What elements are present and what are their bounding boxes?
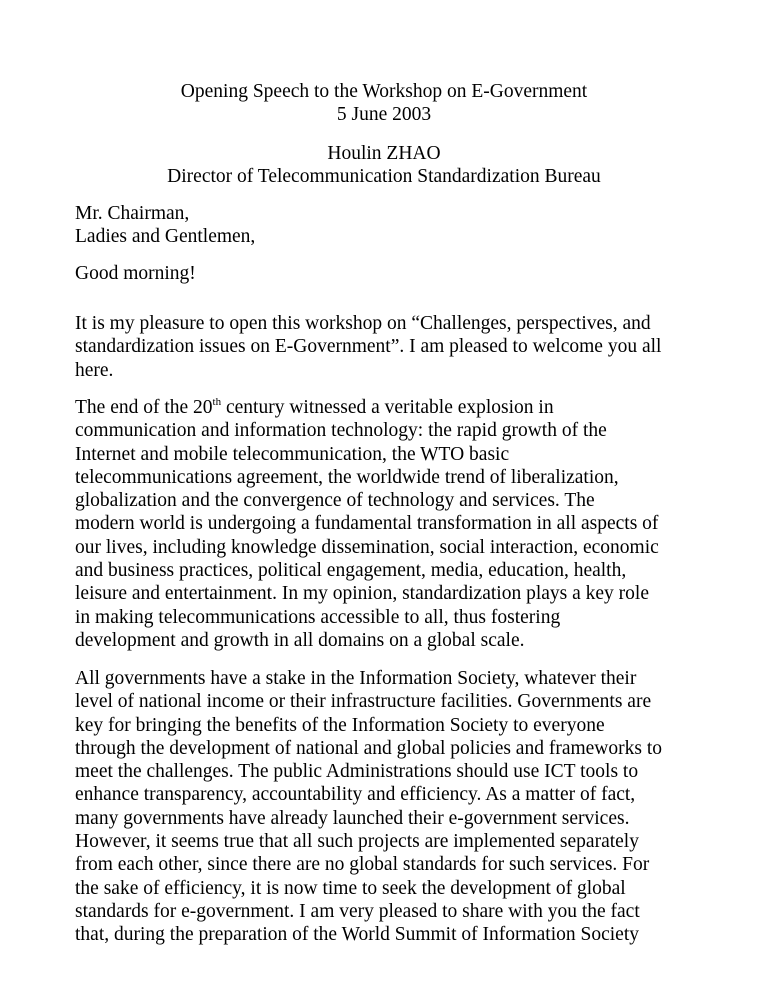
paragraph-line: standardization issues on E-Government”. I am pleased to welcome you all — [75, 336, 662, 358]
paragraph-line: modern world is undergoing a fundamental transformation in all aspects of — [75, 513, 659, 535]
paragraph-line — [75, 396, 735, 419]
paragraph-2 — [75, 396, 735, 652]
paragraph-line: key for bringing the benefits of the Information Society to everyone — [75, 714, 605, 736]
paragraph-line: here. — [75, 359, 114, 381]
greeting — [75, 262, 735, 285]
document-header — [0, 80, 768, 127]
paragraph-line: in making telecommunications accessible to all, thus fostering — [75, 606, 561, 628]
paragraph-line: globalization and the convergence of technology and services. The — [75, 490, 595, 512]
paragraph-line: meet the challenges. The public Administrations should use ICT tools to — [75, 761, 639, 783]
salutation-line: Mr. Chairman, — [75, 203, 190, 224]
paragraph-line: from each other, since there are no global standards for such services. For — [75, 854, 650, 876]
speaker-block — [0, 142, 768, 189]
paragraph-line: that, during the preparation of the World Summit of Information Society — [75, 924, 639, 946]
paragraph-line: Internet and mobile telecommunication, the WTO basic — [75, 443, 510, 465]
paragraph-line: All governments have a stake in the Information Society, whatever their — [75, 668, 637, 689]
paragraph-line: It is my pleasure to open this workshop on “Challenges, perspectives, and — [75, 313, 651, 334]
salutation-line: Ladies and Gentlemen, — [75, 226, 256, 248]
paragraph-line: and business practices, political engagement, media, education, health, — [75, 560, 627, 582]
speech-title: Opening Speech to the Workshop on E-Government — [180, 81, 588, 102]
paragraph-line: communication and information technology: the rapid growth of the — [75, 420, 607, 442]
paragraph-line: telecommunications agreement, the worldwide trend of liberalization, — [75, 466, 619, 488]
paragraph-line: many governments have already launched their e-government services. — [75, 807, 630, 829]
line-text: The end of the 20 — [75, 397, 213, 418]
paragraph-1 — [75, 312, 735, 382]
greeting-text: Good morning! — [75, 263, 196, 284]
paragraph-line: level of national income or their infrastructure facilities. Governments are — [75, 691, 652, 713]
paragraph-line: enhance transparency, accountability and efficiency. As a matter of fact, — [75, 784, 636, 806]
line-text: century witnessed a veritable explosion in — [221, 397, 554, 418]
paragraph-line: standards for e-government. I am very pleased to share with you the fact — [75, 900, 640, 922]
paragraph-line: the sake of efficiency, it is now time to seek the development of global — [75, 877, 626, 899]
paragraph-line: through the development of national and global policies and frameworks to — [75, 737, 663, 759]
paragraph-line: our lives, including knowledge dissemination, social interaction, economic — [75, 536, 659, 558]
speech-date: 5 June 2003 — [336, 104, 432, 126]
paragraph-line: development and growth in all domains on a global scale. — [75, 629, 525, 651]
speaker-name: Houlin ZHAO — [327, 143, 441, 164]
paragraph-line: However, it seems true that all such projects are implemented separately — [75, 831, 639, 853]
ordinal-suffix: th — [212, 395, 222, 408]
paragraph-line: leisure and entertainment. In my opinion, standardization plays a key role — [75, 583, 649, 605]
paragraph-3 — [75, 667, 735, 947]
speaker-title: Director of Telecommunication Standardization Bureau — [167, 166, 601, 188]
salutation — [75, 202, 735, 249]
